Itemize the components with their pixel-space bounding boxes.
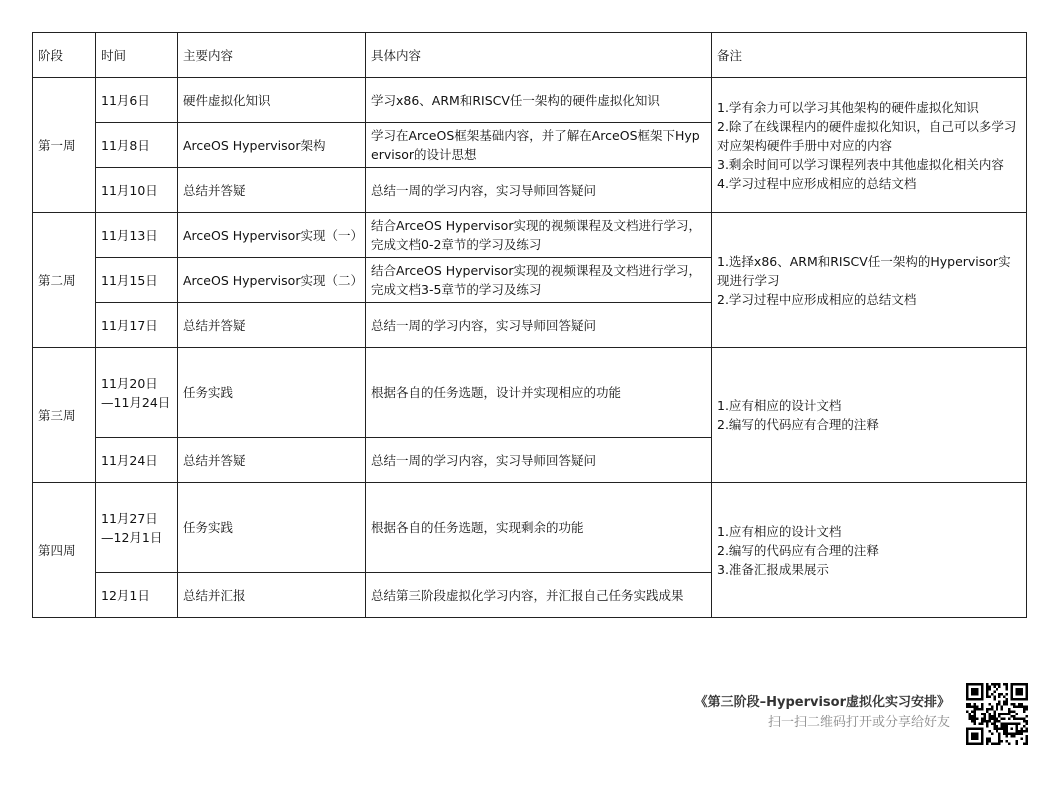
time-cell: 11月20日 —11月24日 <box>96 348 178 438</box>
detail-content-cell: 根据各自的任务选题，实现剩余的功能 <box>366 483 712 573</box>
notes-cell: 1.选择x86、ARM和RISCV任一架构的Hypervisor实现进行学习 2.学习过程中应形成相应的总结文档 <box>712 213 1027 348</box>
table-row <box>33 213 1027 258</box>
time-cell: 11月13日 <box>96 213 178 258</box>
notes-cell: 1.学有余力可以学习其他架构的硬件虚拟化知识 2.除了在线课程内的硬件虚拟化知识，自己可以多学习对应架构硬件手册中对应的内容 3.剩余时间可以学习课程列表中其他虚拟化相关内容 4.学习过程中应形成相应的总结文档 <box>712 78 1027 213</box>
notes-cell: 1.应有相应的设计文档 2.编写的代码应有合理的注释 3.准备汇报成果展示 <box>712 483 1027 618</box>
share-footer <box>695 693 950 733</box>
time-cell: 11月24日 <box>96 438 178 483</box>
detail-content-cell: 总结一周的学习内容，实习导师回答疑问 <box>366 303 712 348</box>
stage-cell: 第三周 <box>33 348 96 483</box>
detail-content-cell: 总结第三阶段虚拟化学习内容，并汇报自己任务实践成果 <box>366 573 712 618</box>
header-detail-content: 具体内容 <box>366 33 712 78</box>
header-notes: 备注 <box>712 33 1027 78</box>
document-title: 《第三阶段–Hypervisor虚拟化实习安排》 <box>694 695 950 710</box>
schedule-table <box>32 32 1027 618</box>
table-row <box>33 78 1027 123</box>
detail-content-cell: 总结一周的学习内容，实习导师回答疑问 <box>366 438 712 483</box>
stage-cell: 第二周 <box>33 213 96 348</box>
header-row <box>33 33 1027 78</box>
main-content-cell: 总结并答疑 <box>178 168 366 213</box>
detail-content-cell: 学习x86、ARM和RISCV任一架构的硬件虚拟化知识 <box>366 78 712 123</box>
time-cell: 11月10日 <box>96 168 178 213</box>
detail-content-cell: 结合ArceOS Hypervisor实现的视频课程及文档进行学习，完成文档3-5章节的学习及练习 <box>366 258 712 303</box>
main-content-cell: ArceOS Hypervisor架构 <box>178 123 366 168</box>
detail-content-cell: 根据各自的任务选题，设计并实现相应的功能 <box>366 348 712 438</box>
stage-cell: 第一周 <box>33 78 96 213</box>
stage-cell: 第四周 <box>33 483 96 618</box>
main-content-cell: 任务实践 <box>178 483 366 573</box>
time-cell: 12月1日 <box>96 573 178 618</box>
detail-content-cell: 总结一周的学习内容，实习导师回答疑问 <box>366 168 712 213</box>
time-cell: 11月15日 <box>96 258 178 303</box>
time-cell: 11月6日 <box>96 78 178 123</box>
time-cell: 11月8日 <box>96 123 178 168</box>
header-time: 时间 <box>96 33 178 78</box>
time-cell: 11月27日 —12月1日 <box>96 483 178 573</box>
main-content-cell: ArceOS Hypervisor实现（二） <box>178 258 366 303</box>
main-content-cell: 硬件虚拟化知识 <box>178 78 366 123</box>
table-row <box>33 348 1027 438</box>
detail-content-cell: 学习在ArceOS框架基础内容，并了解在ArceOS框架下Hypervisor的设计思想 <box>366 123 712 168</box>
header-main-content: 主要内容 <box>178 33 366 78</box>
share-hint: 扫一扫二维码打开或分享给好友 <box>767 715 950 730</box>
main-content-cell: 总结并答疑 <box>178 303 366 348</box>
qr-code-icon[interactable] <box>966 683 1028 745</box>
table-row <box>33 483 1027 573</box>
main-content-cell: 总结并答疑 <box>178 438 366 483</box>
main-content-cell: 总结并汇报 <box>178 573 366 618</box>
notes-cell: 1.应有相应的设计文档 2.编写的代码应有合理的注释 <box>712 348 1027 483</box>
time-cell: 11月17日 <box>96 303 178 348</box>
header-stage: 阶段 <box>33 33 96 78</box>
main-content-cell: 任务实践 <box>178 348 366 438</box>
main-content-cell: ArceOS Hypervisor实现（一） <box>178 213 366 258</box>
detail-content-cell: 结合ArceOS Hypervisor实现的视频课程及文档进行学习，完成文档0-2章节的学习及练习 <box>366 213 712 258</box>
